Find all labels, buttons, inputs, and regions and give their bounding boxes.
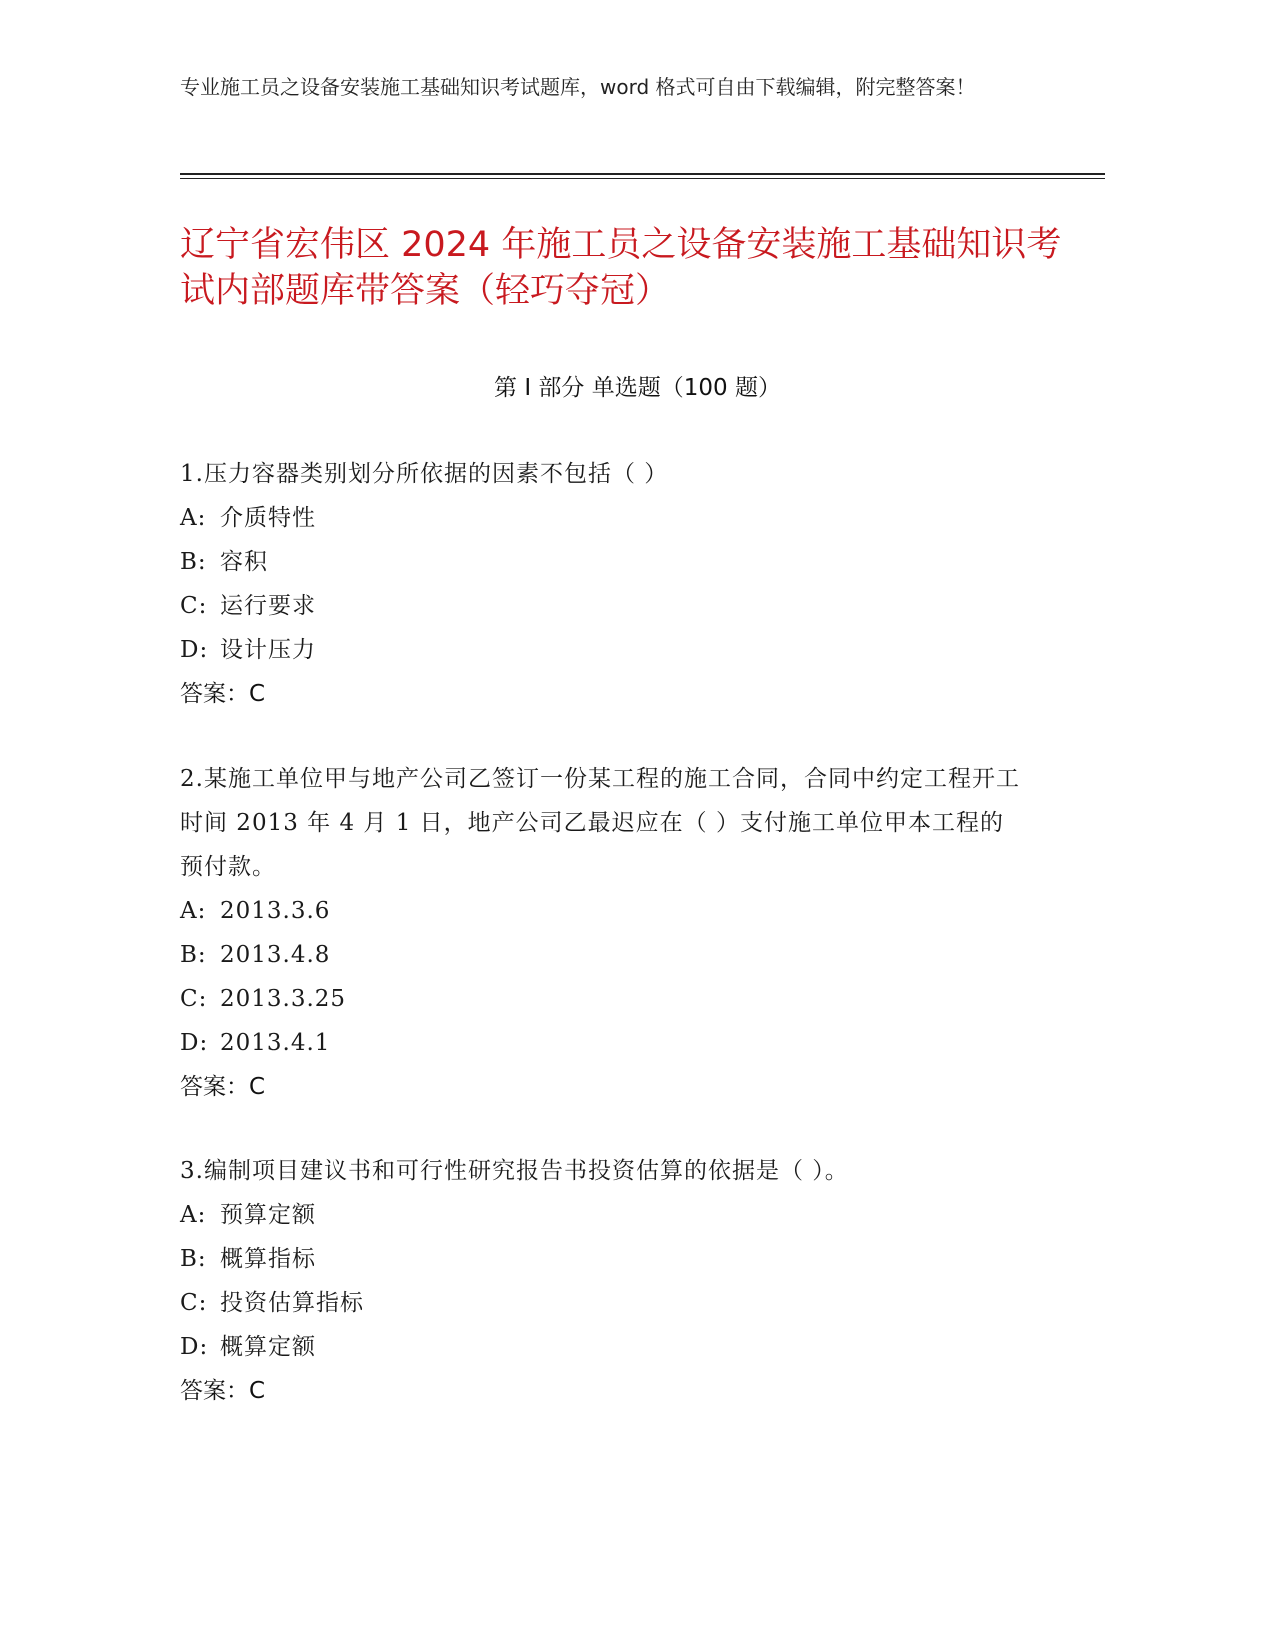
option-text: 介质特性	[220, 505, 316, 531]
option-key: B:	[180, 549, 207, 575]
option-a	[180, 1193, 1020, 1237]
option-key: C:	[180, 986, 208, 1012]
option-key: B:	[180, 942, 207, 968]
header-rule-thin	[180, 178, 1105, 179]
question-stem: 3.编制项目建议书和可行性研究报告书投资估算的依据是（ ）。	[180, 1158, 849, 1184]
header-note: 专业施工员之设备安装施工基础知识考试题库，word 格式可自由下载编辑，附完整答案！	[180, 75, 976, 99]
option-c	[180, 977, 1020, 1021]
option-d	[180, 1325, 1020, 1369]
option-d	[180, 628, 1020, 672]
option-key: D:	[180, 1030, 209, 1056]
option-text: 投资估算指标	[220, 1290, 364, 1316]
answer: 答案：C	[180, 1074, 266, 1100]
question-2	[180, 757, 1020, 1109]
option-text: 2013.3.6	[220, 898, 331, 924]
question-stem: 1.压力容器类别划分所依据的因素不包括（ ）	[180, 461, 669, 487]
option-key: A:	[180, 1202, 207, 1228]
option-text: 预算定额	[220, 1202, 316, 1228]
option-key: B:	[180, 1246, 207, 1272]
question-1	[180, 452, 1020, 716]
option-key: D:	[180, 637, 209, 663]
option-d	[180, 1021, 1020, 1065]
answer: 答案：C	[180, 681, 266, 707]
option-b	[180, 540, 1020, 584]
option-a	[180, 496, 1020, 540]
answer: 答案：C	[180, 1378, 266, 1404]
option-text: 2013.4.1	[220, 1030, 331, 1056]
question-3	[180, 1149, 1020, 1413]
option-key: C:	[180, 1290, 208, 1316]
option-text: 设计压力	[220, 637, 316, 663]
question-stem: 2.某施工单位甲与地产公司乙签订一份某工程的施工合同，合同中约定工程开工时间 2013 年 4 月 1 日，地产公司乙最迟应在（ ）支付施工单位甲本工程的预付款。	[180, 766, 1020, 880]
option-text: 运行要求	[220, 593, 316, 619]
option-b	[180, 933, 1020, 977]
option-b	[180, 1237, 1020, 1281]
option-a	[180, 889, 1020, 933]
option-c	[180, 1281, 1020, 1325]
option-text: 容积	[220, 549, 268, 575]
option-key: D:	[180, 1334, 209, 1360]
option-text: 2013.3.25	[220, 986, 347, 1012]
option-text: 概算定额	[220, 1334, 316, 1360]
document-title: 辽宁省宏伟区 2024 年施工员之设备安装施工基础知识考试内部题库带答案（轻巧夺冠）	[180, 225, 1062, 311]
option-c	[180, 584, 1020, 628]
header-rule-thick	[180, 173, 1105, 175]
option-key: A:	[180, 505, 207, 531]
section-title: 第 I 部分 单选题（100 题）	[494, 375, 781, 401]
option-key: C:	[180, 593, 208, 619]
option-text: 概算指标	[220, 1246, 316, 1272]
option-key: A:	[180, 898, 207, 924]
option-text: 2013.4.8	[220, 942, 331, 968]
